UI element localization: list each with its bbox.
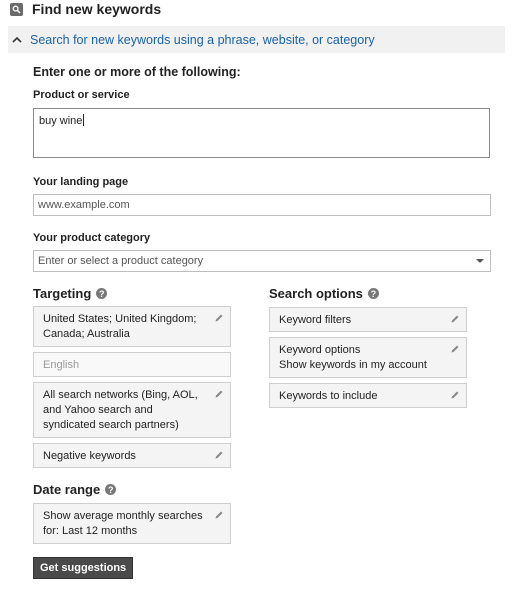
keyword-filters-value: Keyword filters <box>279 314 352 326</box>
category-placeholder: Enter or select a product category <box>38 255 204 267</box>
help-icon[interactable]: ? <box>105 484 116 495</box>
dropdown-arrow-icon <box>476 259 484 263</box>
networks-setting[interactable] <box>33 382 231 438</box>
pencil-icon[interactable] <box>450 314 460 324</box>
date-range-heading <box>33 482 116 497</box>
text-caret <box>83 114 84 126</box>
targeting-title: Targeting <box>33 286 92 301</box>
pencil-icon[interactable] <box>214 510 224 520</box>
date-range-setting[interactable] <box>33 503 231 544</box>
page-title: Find new keywords <box>32 1 162 17</box>
product-label: Product or service <box>33 89 130 101</box>
locations-setting[interactable] <box>33 306 231 347</box>
page-header <box>10 0 161 18</box>
date-range-value: Show average monthly searches for: Last 12 months <box>43 510 203 537</box>
landing-page-label: Your landing page <box>33 176 129 188</box>
locations-value: United States; United Kingdom; Canada; Australia <box>43 313 197 340</box>
keywords-to-include-setting[interactable] <box>269 383 467 408</box>
pencil-icon[interactable] <box>214 389 224 399</box>
category-label: Your product category <box>33 232 151 244</box>
get-suggestions-button[interactable]: Get suggestions <box>33 557 133 579</box>
category-select[interactable] <box>33 250 491 272</box>
keyword-options-setting[interactable] <box>269 337 467 378</box>
keyword-options-title: Keyword options <box>279 344 361 356</box>
targeting-heading <box>33 286 107 301</box>
negative-keywords-value: Negative keywords <box>43 450 136 462</box>
form-heading: Enter one or more of the following: <box>33 65 241 79</box>
search-icon <box>10 3 23 16</box>
landing-page-placeholder: www.example.com <box>38 199 130 211</box>
product-input-value: buy wine <box>39 115 83 127</box>
pencil-icon[interactable] <box>450 344 460 354</box>
negative-keywords-setting[interactable] <box>33 443 231 468</box>
keywords-to-include-value: Keywords to include <box>279 390 378 402</box>
keyword-options-value: Show keywords in my account <box>279 359 427 371</box>
search-options-title: Search options <box>269 286 363 301</box>
search-section-link[interactable]: Search for new keywords using a phrase, website, or category <box>30 32 375 47</box>
pencil-icon[interactable] <box>450 390 460 400</box>
help-icon[interactable]: ? <box>96 288 107 299</box>
date-range-title: Date range <box>33 482 101 497</box>
pencil-icon[interactable] <box>214 450 224 460</box>
landing-page-input[interactable] <box>33 194 491 216</box>
pencil-icon[interactable] <box>214 313 224 323</box>
keyword-filters-setting[interactable] <box>269 307 467 332</box>
language-value: English <box>43 359 80 371</box>
search-options-heading <box>269 286 379 301</box>
networks-value: All search networks (Bing, AOL, and Yahoo search and syndicated search partners) <box>43 389 198 431</box>
search-section-toggle[interactable] <box>8 26 505 53</box>
language-setting <box>33 352 231 377</box>
chevron-up-icon <box>12 35 22 45</box>
help-icon[interactable]: ? <box>368 288 379 299</box>
product-input[interactable] <box>33 108 490 158</box>
